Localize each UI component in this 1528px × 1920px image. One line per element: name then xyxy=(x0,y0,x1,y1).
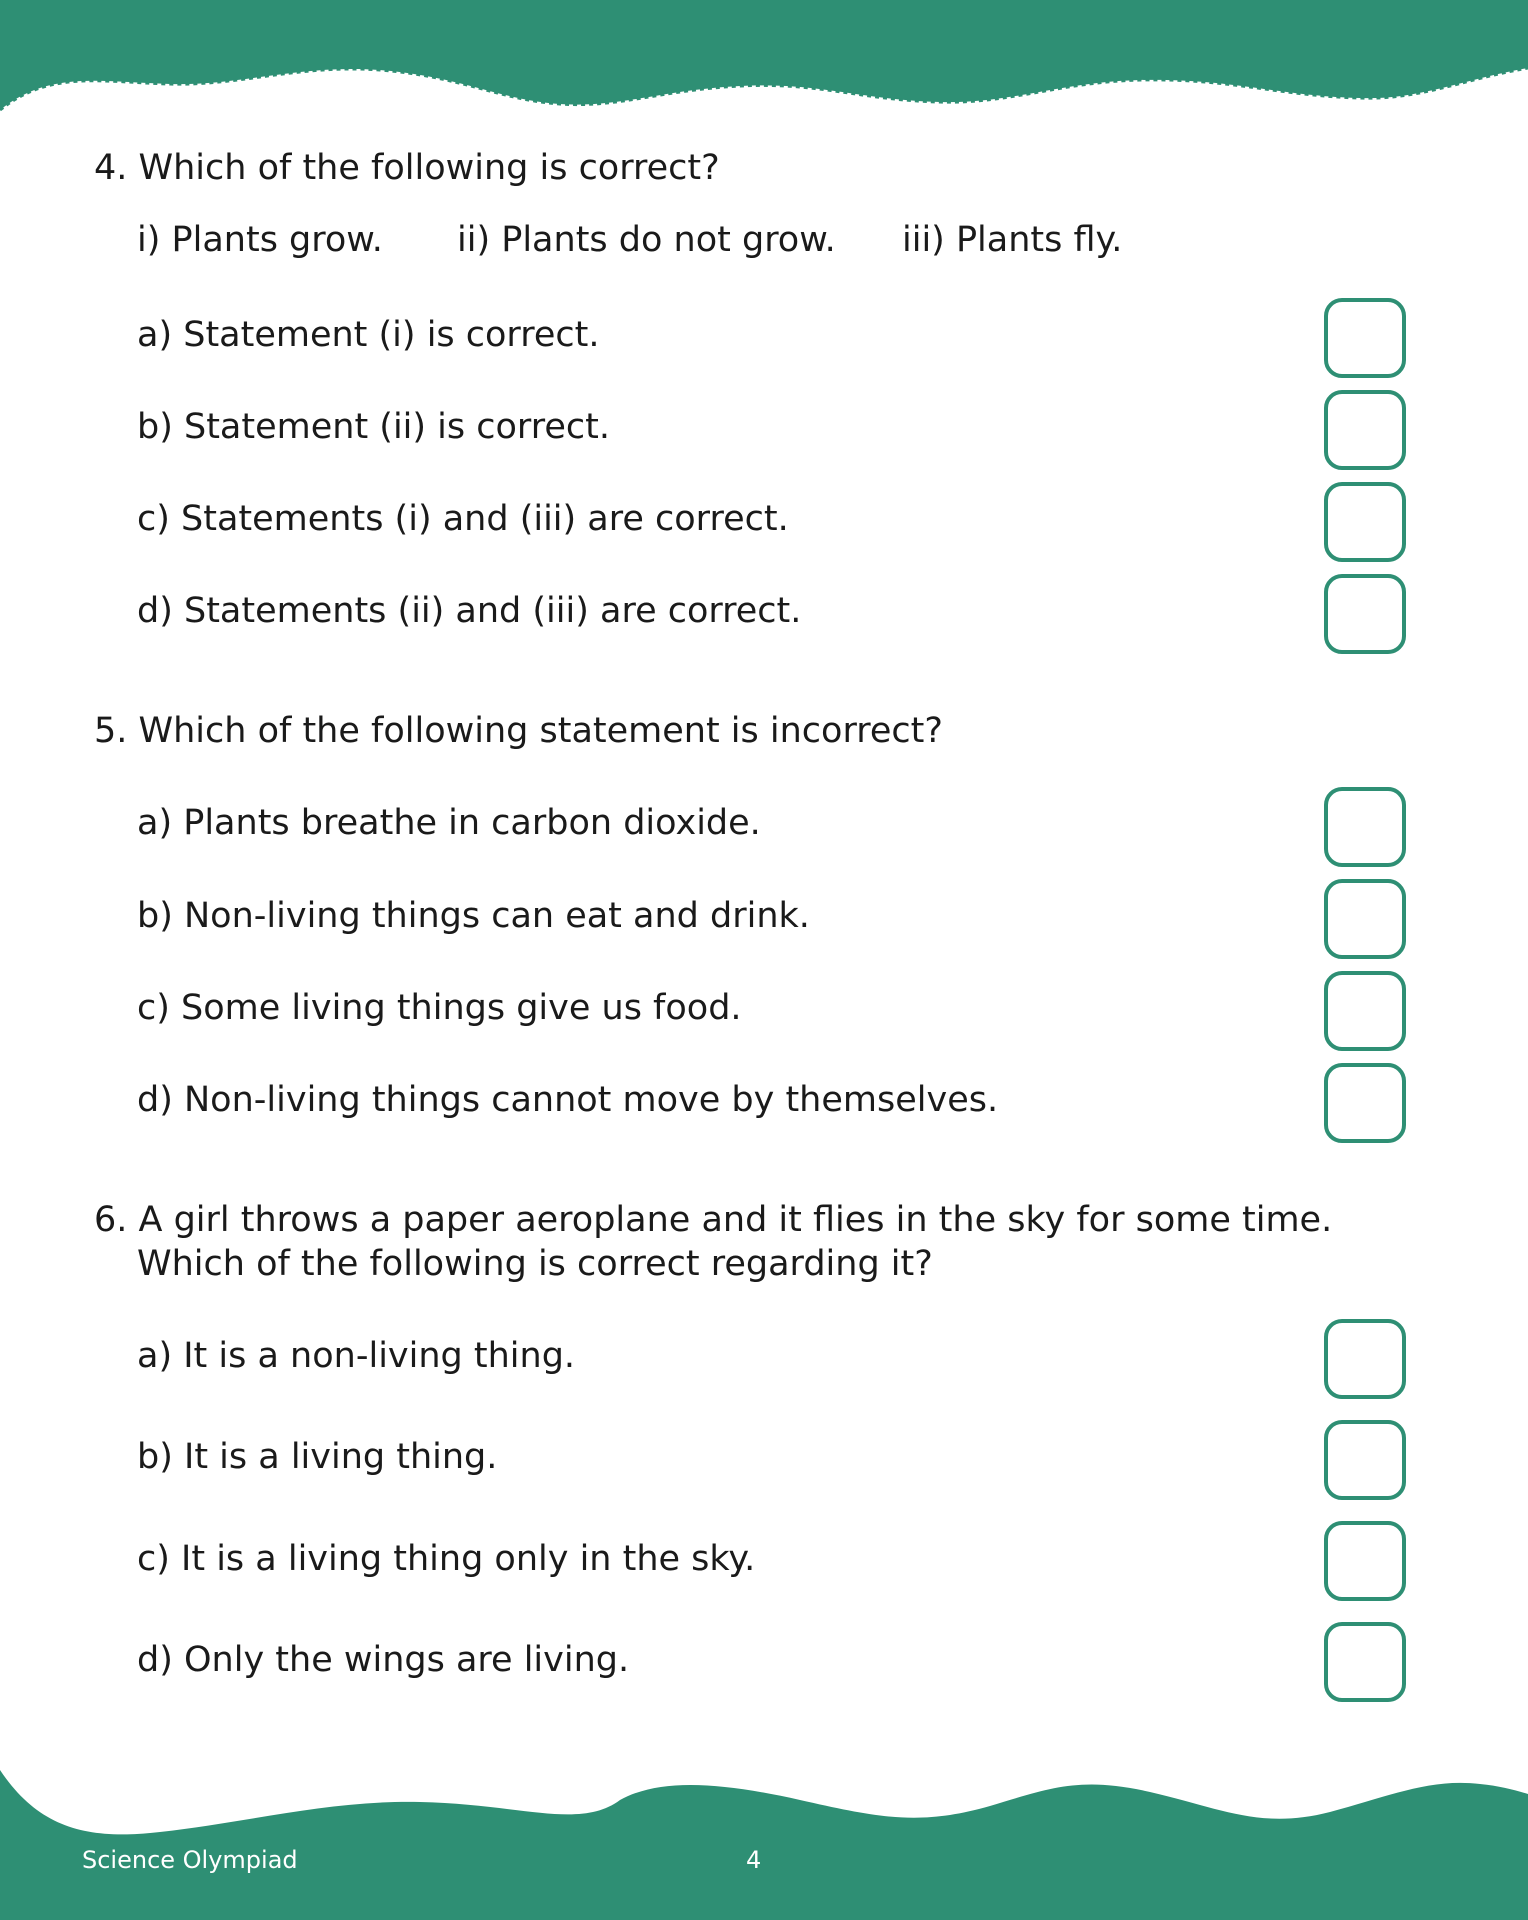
question-text: 4. Which of the following is correct? xyxy=(94,148,720,188)
answer-checkbox[interactable] xyxy=(1324,482,1406,562)
answer-checkbox[interactable] xyxy=(1324,298,1406,378)
answer-checkbox[interactable] xyxy=(1324,1319,1406,1399)
option-text: c) Some living things give us food. xyxy=(137,988,742,1028)
option-text: c) Statements (i) and (iii) are correct. xyxy=(137,499,789,539)
statement-iii: iii) Plants fly. xyxy=(902,220,1123,260)
option-text: d) Only the wings are living. xyxy=(137,1640,630,1680)
question-text: 6. A girl throws a paper aeroplane and it flies in the sky for some time. xyxy=(94,1200,1333,1240)
footer-title: Science Olympiad xyxy=(82,1846,298,1874)
question-4 xyxy=(94,146,720,190)
question-text: Which of the following is correct regarding it? xyxy=(137,1244,933,1284)
top-wave-banner xyxy=(0,0,1528,120)
option-text: d) Non-living things cannot move by themselves. xyxy=(137,1080,999,1120)
statement-ii: ii) Plants do not grow. xyxy=(457,220,836,260)
answer-checkbox[interactable] xyxy=(1324,390,1406,470)
question-text: 5. Which of the following statement is incorrect? xyxy=(94,711,943,751)
answer-checkbox[interactable] xyxy=(1324,1622,1406,1702)
answer-checkbox[interactable] xyxy=(1324,787,1406,867)
option-text: c) It is a living thing only in the sky. xyxy=(137,1539,756,1579)
question-5 xyxy=(94,709,943,753)
answer-checkbox[interactable] xyxy=(1324,1420,1406,1500)
question-6 xyxy=(94,1198,1332,1286)
option-text: b) Statement (ii) is correct. xyxy=(137,407,610,447)
option-text: b) It is a living thing. xyxy=(137,1437,498,1477)
option-text: b) Non-living things can eat and drink. xyxy=(137,896,810,936)
option-text: d) Statements (ii) and (iii) are correct. xyxy=(137,591,802,631)
answer-checkbox[interactable] xyxy=(1324,574,1406,654)
option-text: a) Plants breathe in carbon dioxide. xyxy=(137,803,761,843)
answer-checkbox[interactable] xyxy=(1324,1521,1406,1601)
option-text: a) It is a non-living thing. xyxy=(137,1336,576,1376)
answer-checkbox[interactable] xyxy=(1324,879,1406,959)
statement-i: i) Plants grow. xyxy=(137,220,383,260)
answer-checkbox[interactable] xyxy=(1324,971,1406,1051)
option-text: a) Statement (i) is correct. xyxy=(137,315,600,355)
page-number: 4 xyxy=(746,1846,762,1874)
answer-checkbox[interactable] xyxy=(1324,1063,1406,1143)
